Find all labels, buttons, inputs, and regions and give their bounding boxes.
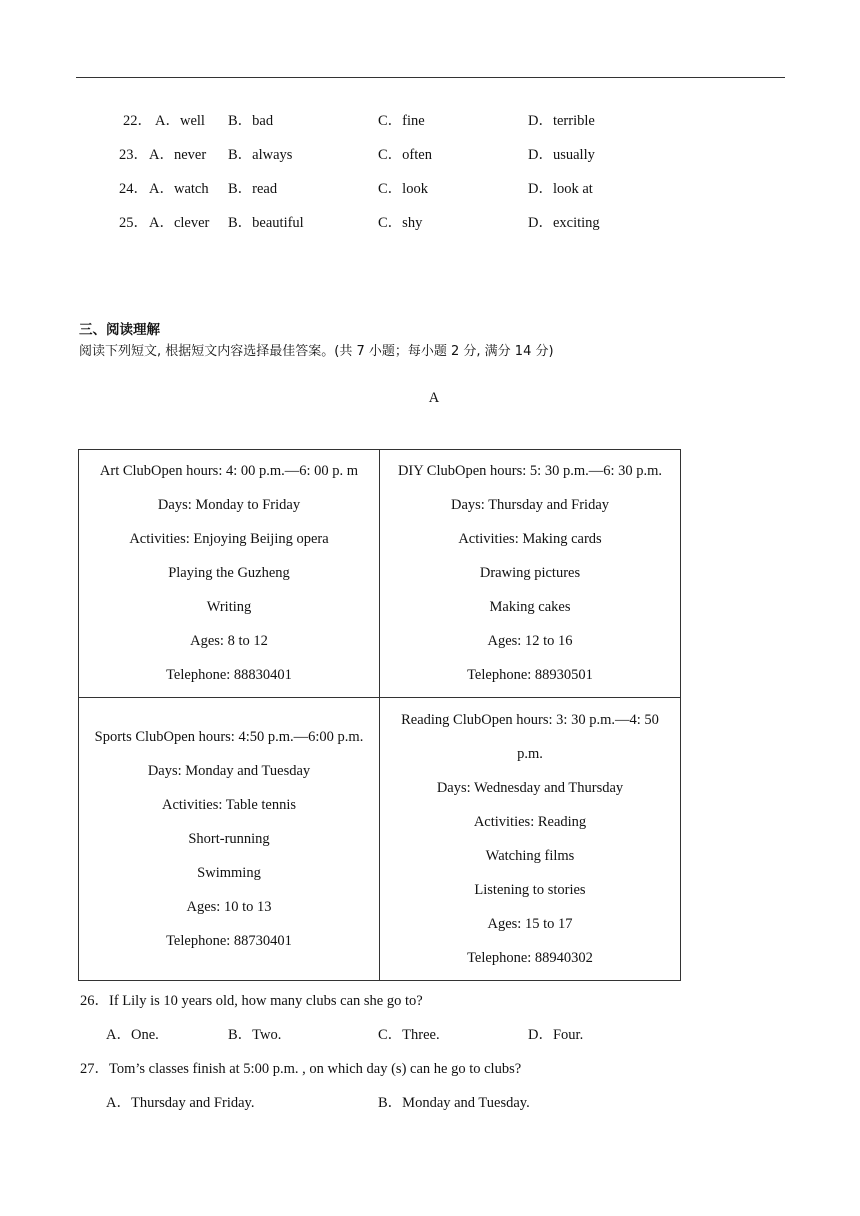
art-club-cell [79, 450, 380, 698]
club-activity: Playing the Guzheng [168, 565, 290, 582]
question-number: 24． [119, 181, 148, 197]
question-number: 23． [119, 147, 148, 163]
club-activity: Short-running [188, 830, 270, 847]
club-activity: Making cakes [489, 599, 571, 616]
option-row-22 [0, 111, 860, 131]
option-a: A．well [155, 113, 205, 129]
club-activity: Activities: Reading [473, 813, 587, 830]
table-row [79, 450, 681, 698]
club-telephone: Telephone: 88730401 [166, 932, 292, 949]
club-telephone: Telephone: 88940302 [467, 949, 593, 966]
option-d: D．look at [528, 181, 593, 197]
club-activity: Drawing pictures [479, 565, 581, 582]
option-c: C．look [378, 181, 428, 197]
club-name-hours: Sports ClubOpen hours: 4:50 p.m.—6:00 p.m. [94, 728, 364, 745]
question-27-option-b: B．Monday and Tuesday. [378, 1095, 530, 1111]
section-title: 三、阅读理解 [79, 322, 160, 338]
club-activity: Activities: Making cards [458, 531, 602, 548]
club-name-hours: Art ClubOpen hours: 4: 00 p.m.—6: 00 p. m [99, 463, 359, 480]
option-b: B．bad [228, 113, 274, 129]
question-26-option-b: B．Two. [228, 1027, 282, 1043]
club-ages: Ages: 15 to 17 [487, 915, 573, 932]
club-name-hours-cont: p.m. [517, 745, 543, 762]
club-activity: Activities: Table tennis [161, 796, 297, 813]
passage-label: A [428, 390, 440, 406]
club-name-hours: DIY ClubOpen hours: 5: 30 p.m.—6: 30 p.m. [397, 463, 663, 480]
club-ages: Ages: 10 to 13 [186, 898, 272, 915]
club-activity: Watching films [485, 847, 575, 864]
option-d: D．terrible [528, 113, 595, 129]
sports-club-cell [79, 697, 380, 980]
option-d: D．usually [528, 147, 595, 163]
club-days: Days: Monday and Tuesday [147, 762, 311, 779]
option-row-25 [0, 213, 860, 233]
club-activity: Listening to stories [474, 881, 586, 898]
option-a: A．watch [149, 181, 209, 197]
question-number: 25． [119, 215, 148, 231]
club-telephone: Telephone: 88930501 [467, 667, 593, 684]
club-telephone: Telephone: 88830401 [166, 667, 292, 684]
option-b: B．read [228, 181, 278, 197]
club-days: Days: Wednesday and Thursday [436, 779, 624, 796]
club-activity: Activities: Enjoying Beijing opera [129, 531, 329, 548]
question-27-stem: 27．Tom’s classes finish at 5:00 p.m. , on which day (s) can he go to clubs? [80, 1061, 522, 1077]
section-instructions: 阅读下列短文, 根据短文内容选择最佳答案。(共 7 小题；每小题 2 分, 满分 14 分) [79, 344, 554, 359]
question-26-option-c: C．Three. [378, 1027, 440, 1043]
club-name-hours: Reading ClubOpen hours: 3: 30 p.m.—4: 50 [401, 711, 659, 728]
question-27-option-a: A．Thursday and Friday. [106, 1095, 255, 1111]
header-rule [76, 77, 785, 78]
option-d: D．exciting [528, 215, 600, 231]
club-ages: Ages: 8 to 12 [190, 633, 268, 650]
club-ages: Ages: 12 to 16 [487, 633, 573, 650]
club-days: Days: Thursday and Friday [451, 497, 609, 514]
option-row-23 [0, 145, 860, 165]
option-a: A．clever [149, 215, 210, 231]
table-row [79, 697, 681, 980]
question-number: 22． [123, 113, 152, 129]
club-activity: Swimming [197, 864, 261, 881]
question-26-option-a: A．One. [106, 1027, 159, 1043]
option-row-24 [0, 179, 860, 199]
club-activity: Writing [206, 599, 252, 616]
reading-club-cell [380, 697, 681, 980]
question-26-option-d: D．Four. [528, 1027, 584, 1043]
club-days: Days: Monday to Friday [157, 497, 301, 514]
question-26-stem: 26．If Lily is 10 years old, how many clubs can she go to? [80, 993, 423, 1009]
diy-club-cell [380, 450, 681, 698]
clubs-table [78, 449, 681, 981]
option-c: C．fine [378, 113, 425, 129]
option-a: A．never [149, 147, 207, 163]
option-b: B．always [228, 147, 293, 163]
option-c: C．often [378, 147, 432, 163]
option-b: B．beautiful [228, 215, 304, 231]
option-c: C．shy [378, 215, 423, 231]
